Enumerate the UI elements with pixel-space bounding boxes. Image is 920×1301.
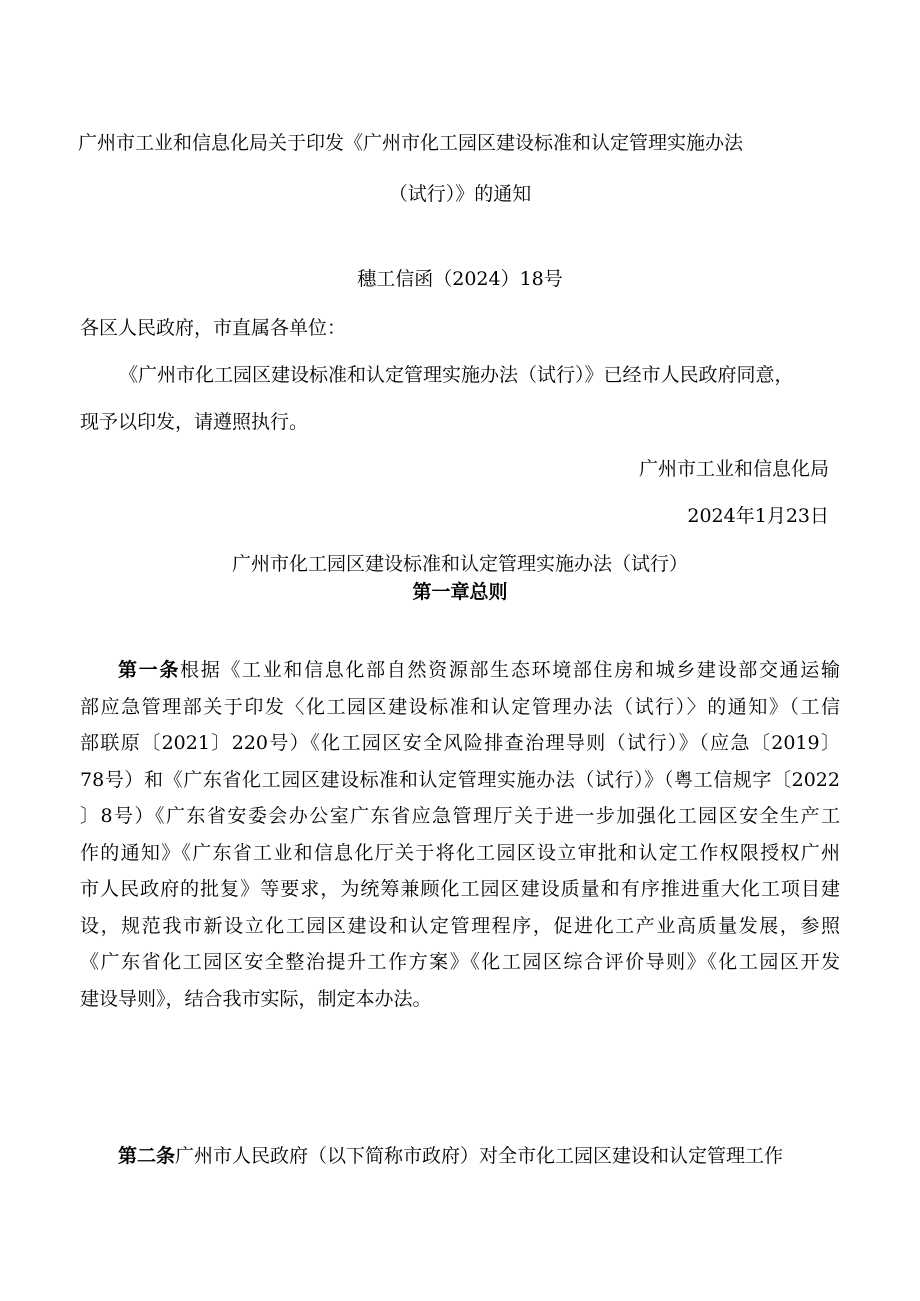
article-1-line: 建设导则》，结合我市实际，制定本办法。 [80, 987, 432, 1010]
notice-title-line-1: 广州市工业和信息化局关于印发《广州市化工园区建设标准和认定管理实施办法 [78, 132, 744, 154]
article-1-line: 部联原〔2021〕220号）《化工园区安全风险排查治理导则（试行）》（应急〔2019〕 [80, 732, 840, 754]
article-1-line: 《广东省化工园区安全整治提升工作方案》《化工园区综合评价导则》《化工园区开发 [80, 951, 840, 973]
notice-title-line-2: （试行）》的通知 [388, 183, 532, 205]
article-1-line: 作的通知》《广东省工业和信息化厅关于将化工园区设立审批和认定工作权限授权广州 [80, 841, 840, 864]
attachment-title: 广州市化工园区建设标准和认定管理实施办法（试行） [231, 553, 688, 575]
article-1-line [80, 652, 840, 689]
issue-date: 2024年1月23日 [687, 505, 829, 527]
article-1-line: 〕8号）《广东省安委会办公室广东省应急管理厅关于进一步加强化工园区安全生产工 [80, 805, 840, 827]
article-1-line: 部应急管理部关于印发〈化工园区建设标准和认定管理办法（试行）〉的通知》（工信 [80, 695, 840, 718]
issuing-organization: 广州市工业和信息化局 [638, 458, 829, 480]
addressee: 各区人民政府，市直属各单位： [80, 317, 347, 339]
article-2-text: 广州市人民政府（以下简称市政府）对全市化工园区建设和认定管理工作 [175, 1145, 784, 1167]
document-number: 穗工信函（2024）18号 [357, 268, 563, 290]
article-1-label: 第一条 [118, 659, 181, 681]
chapter-heading: 第一章总则 [412, 581, 508, 603]
article-2-label: 第二条 [118, 1145, 176, 1167]
notice-body-line-2: 现予以印发，请遵照执行。 [80, 411, 309, 433]
article-1 [80, 652, 840, 1017]
article-2-line [80, 1138, 840, 1175]
article-1-line: 市人民政府的批复》等要求，为统筹兼顾化工园区建设质量和有序推进重大化工项目建 [80, 878, 840, 900]
article-1-line: 78号）和《广东省化工园区建设标准和认定管理实施办法（试行）》（粤工信规字〔2022 [80, 768, 840, 791]
article-1-line: 设，规范我市新设立化工园区建设和认定管理程序，促进化工产业高质量发展，参照 [80, 914, 840, 937]
article-2 [80, 1138, 840, 1175]
article-1-text: 根据《工业和信息化部自然资源部生态环境部住房和城乡建设部交通运输 [180, 659, 840, 681]
notice-body-line-1: 《广州市化工园区建设标准和认定管理实施办法（试行）》已经市人民政府同意， [119, 364, 794, 386]
